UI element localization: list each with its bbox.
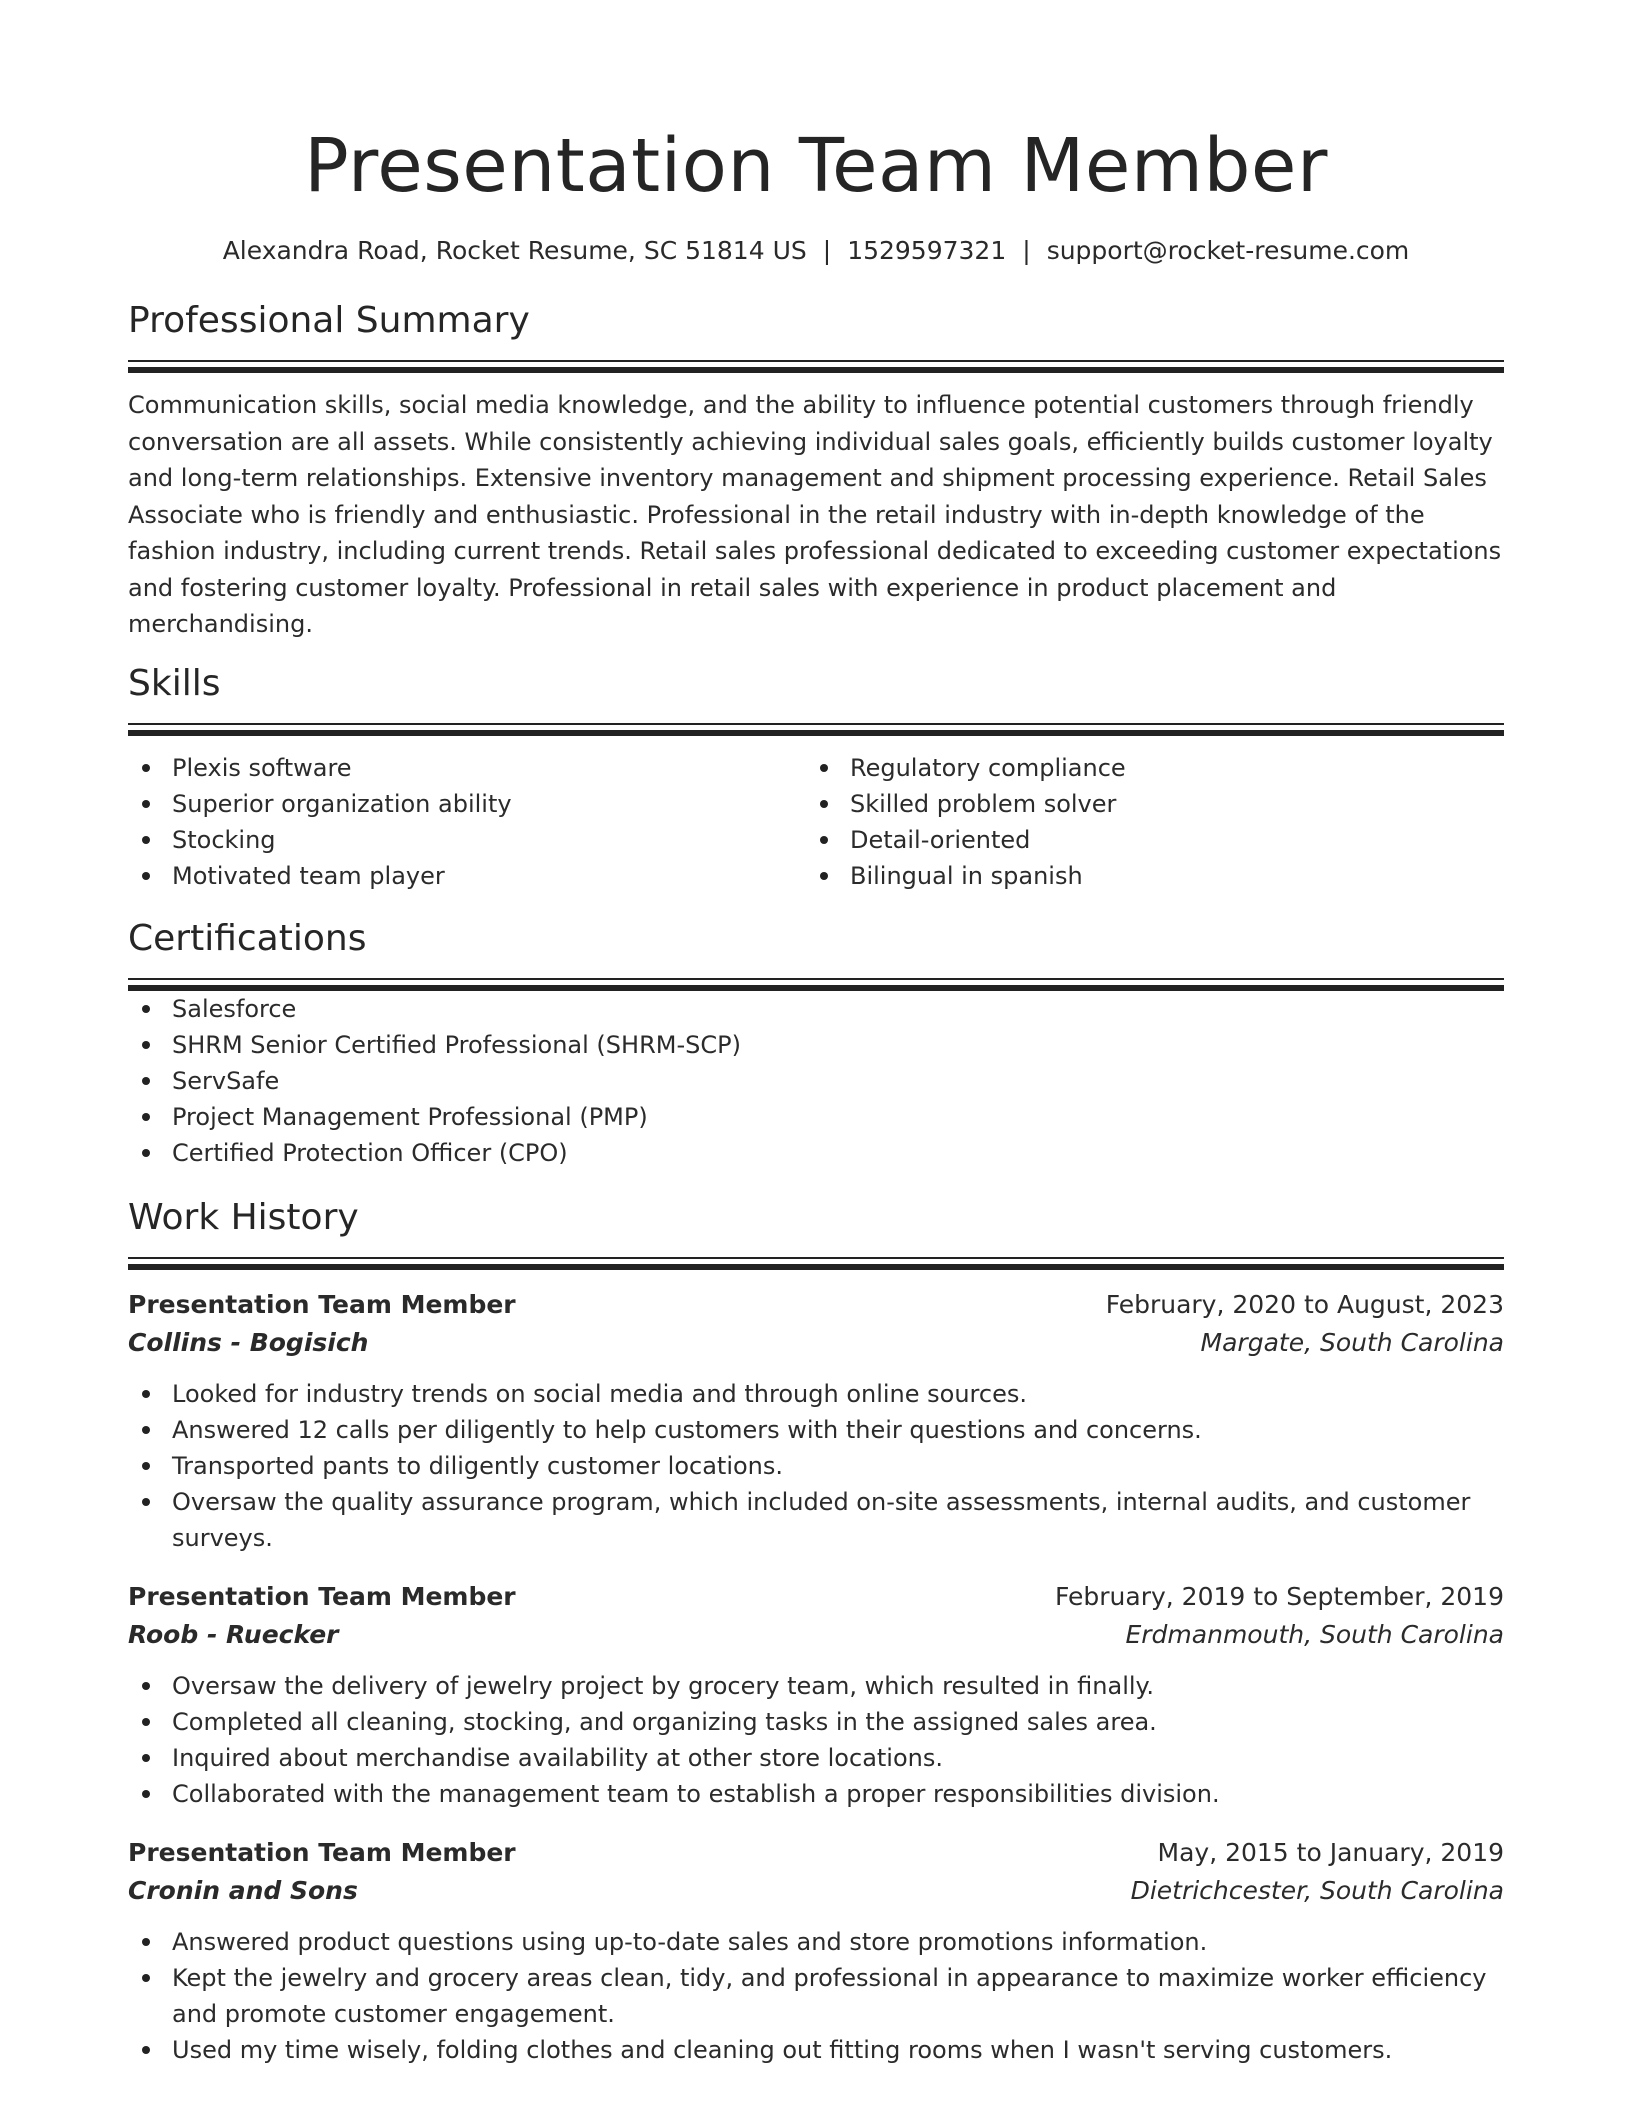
section-divider: [128, 723, 1504, 736]
certifications-heading: Certifications: [128, 917, 367, 959]
section-divider: [128, 978, 1504, 991]
job-duty-item: Answered 12 calls per diligently to help customers with their questions and concerns.: [128, 1412, 1504, 1448]
job-dates: February, 2019 to September, 2019: [1055, 1581, 1504, 1611]
certifications-section: [128, 916, 1504, 1171]
job-company: Cronin and Sons: [128, 1875, 358, 1905]
job-title: Presentation Team Member: [128, 1289, 516, 1319]
skill-item: Bilingual in spanish: [806, 858, 1484, 894]
job-duty-item: Collaborated with the management team to establish a proper responsibilities division.: [128, 1776, 1504, 1812]
contact-address: Alexandra Road, Rocket Resume, SC 51814 US: [222, 236, 807, 265]
certification-item: SHRM Senior Certified Professional (SHRM-SCP): [128, 1027, 1504, 1063]
certification-item: ServSafe: [128, 1063, 1504, 1099]
job-company-row: [128, 1616, 1504, 1654]
skill-item: Superior organization ability: [128, 786, 806, 822]
resume-name: Presentation Team Member: [304, 123, 1328, 209]
contact-line: [128, 234, 1504, 268]
section-divider: [128, 1257, 1504, 1270]
job-dates: May, 2015 to January, 2019: [1157, 1837, 1504, 1867]
contact-phone: 1529597321: [847, 236, 1007, 265]
skill-item: Detail-oriented: [806, 822, 1484, 858]
skills-columns: [128, 750, 1504, 894]
skill-item: Motivated team player: [128, 858, 806, 894]
job-company-row: [128, 1324, 1504, 1362]
job-location: Dietrichcester, South Carolina: [1130, 1875, 1504, 1905]
certification-item: Project Management Professional (PMP): [128, 1099, 1504, 1135]
skills-section: [128, 661, 1504, 894]
job-duties-list: [128, 1924, 1504, 2068]
job-entry: [128, 1834, 1504, 2068]
job-duty-item: Used my time wisely, folding clothes and cleaning out fitting rooms when I wasn't serving customers.: [128, 2032, 1504, 2068]
job-title: Presentation Team Member: [128, 1581, 516, 1611]
contact-email: support@rocket-resume.com: [1046, 236, 1410, 265]
skill-item: Plexis software: [128, 750, 806, 786]
job-duty-item: Completed all cleaning, stocking, and organizing tasks in the assigned sales area.: [128, 1704, 1504, 1740]
contact-separator: |: [1022, 236, 1031, 265]
job-location: Erdmanmouth, South Carolina: [1125, 1619, 1504, 1649]
job-duties-list: [128, 1668, 1504, 1812]
summary-text: Communication skills, social media knowledge, and the ability to influence potential customers through friendly conversation are all assets. While consistently achieving individual sales goals, efficiently builds customer loyalty and long-term relationships. Extensive inventory management and shipment processing experience. Retail Sales Associate who is friendly and enthusiastic. Professional in the retail industry with in-depth knowledge of the fashion industry, including current trends. Retail sales professional dedicated to exceeding customer expectations and fostering customer loyalty. Professional in retail sales with experience in product placement and merchandising.: [128, 391, 1502, 638]
job-duty-item: Oversaw the quality assurance program, which included on-site assessments, internal audits, and customer surveys.: [128, 1484, 1504, 1556]
section-divider: [128, 360, 1504, 373]
summary-heading: Professional Summary: [128, 300, 530, 341]
job-location: Margate, South Carolina: [1200, 1327, 1504, 1357]
job-company: Roob - Ruecker: [128, 1619, 339, 1649]
skills-heading: Skills: [128, 662, 221, 704]
job-company-row: [128, 1872, 1504, 1910]
job-duty-item: Answered product questions using up-to-date sales and store promotions information.: [128, 1924, 1504, 1960]
job-duties-list: [128, 1376, 1504, 1556]
job-header-row: [128, 1286, 1504, 1324]
certification-item: Certified Protection Officer (CPO): [128, 1135, 1504, 1171]
certification-item: Salesforce: [128, 991, 1504, 1027]
skill-item: Skilled problem solver: [806, 786, 1484, 822]
summary-section: [128, 298, 1504, 643]
job-title: Presentation Team Member: [128, 1837, 516, 1867]
job-header-row: [128, 1578, 1504, 1616]
job-duty-item: Oversaw the delivery of jewelry project by grocery team, which resulted in finally.: [128, 1668, 1504, 1704]
job-company: Collins - Bogisich: [128, 1327, 369, 1357]
job-duty-item: Looked for industry trends on social media and through online sources.: [128, 1376, 1504, 1412]
skill-item: Regulatory compliance: [806, 750, 1484, 786]
job-duty-item: Kept the jewelry and grocery areas clean, tidy, and professional in appearance to maximize worker efficiency and promote customer engagement.: [128, 1960, 1504, 2032]
skills-list-right: [806, 750, 1484, 894]
job-entry: [128, 1286, 1504, 1556]
certifications-list: [128, 991, 1504, 1171]
skills-list-left: [128, 750, 806, 894]
job-dates: February, 2020 to August, 2023: [1105, 1289, 1504, 1319]
job-duty-item: Transported pants to diligently customer locations.: [128, 1448, 1504, 1484]
skill-item: Stocking: [128, 822, 806, 858]
contact-separator: |: [822, 236, 832, 265]
job-duty-item: Inquired about merchandise availability at other store locations.: [128, 1740, 1504, 1776]
work-history-heading: Work History: [128, 1196, 359, 1238]
resume-page: [128, 0, 1504, 2068]
job-header-row: [128, 1834, 1504, 1872]
work-history-section: [128, 1195, 1504, 2068]
job-entry: [128, 1578, 1504, 1812]
